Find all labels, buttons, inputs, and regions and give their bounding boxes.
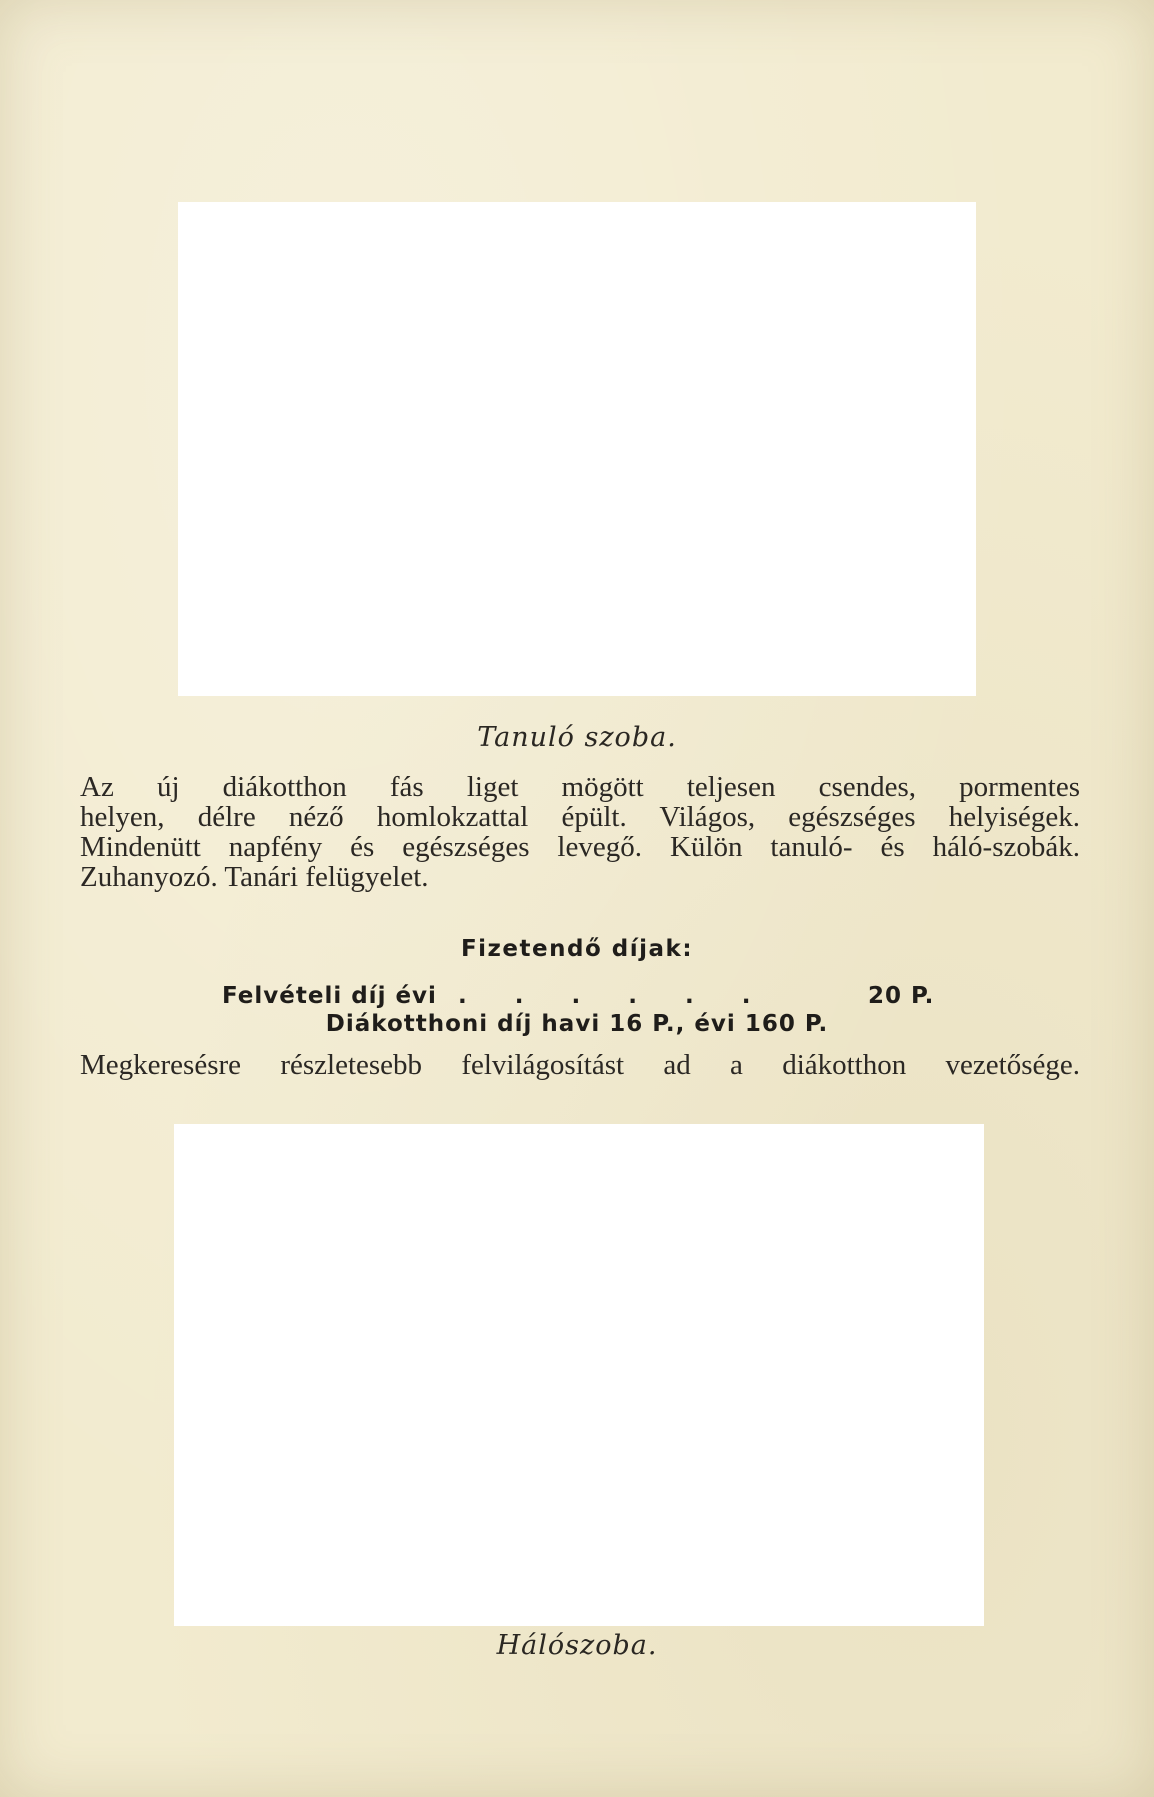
bedroom-photo	[174, 1124, 984, 1626]
study-room-caption: Tanuló szoba.	[477, 722, 677, 753]
admission-fee-label: Felvételi díj évi	[222, 983, 437, 1009]
study-room-photo	[178, 202, 976, 696]
admission-fee-value: 20 P.	[868, 983, 935, 1009]
bedroom-caption: Hálószoba.	[496, 1630, 658, 1661]
description-line: helyen, délre néző homlokzattal épült. Világos, egészséges helyiségek.	[80, 801, 1080, 833]
admission-fee-leader: . . . . . .	[458, 983, 771, 1009]
description-line: Mindenütt napfény és egészséges levegő. Külön tanuló- és háló-szobák.	[80, 831, 1080, 863]
closing-sentence: Megkeresésre részletesebb felvilágosítást ad a diákotthon vezetősége.	[80, 1049, 1080, 1081]
fees-heading: Fizetendő díjak:	[460, 936, 694, 962]
home-fee-line: Diákotthoni díj havi 16 P., évi 160 P.	[325, 1011, 829, 1037]
description-paragraph	[80, 772, 1080, 892]
description-line: Az új diákotthon fás liget mögött teljesen csendes, pormentes	[80, 771, 1080, 803]
description-line: Zuhanyozó. Tanári felügyelet.	[80, 861, 429, 893]
